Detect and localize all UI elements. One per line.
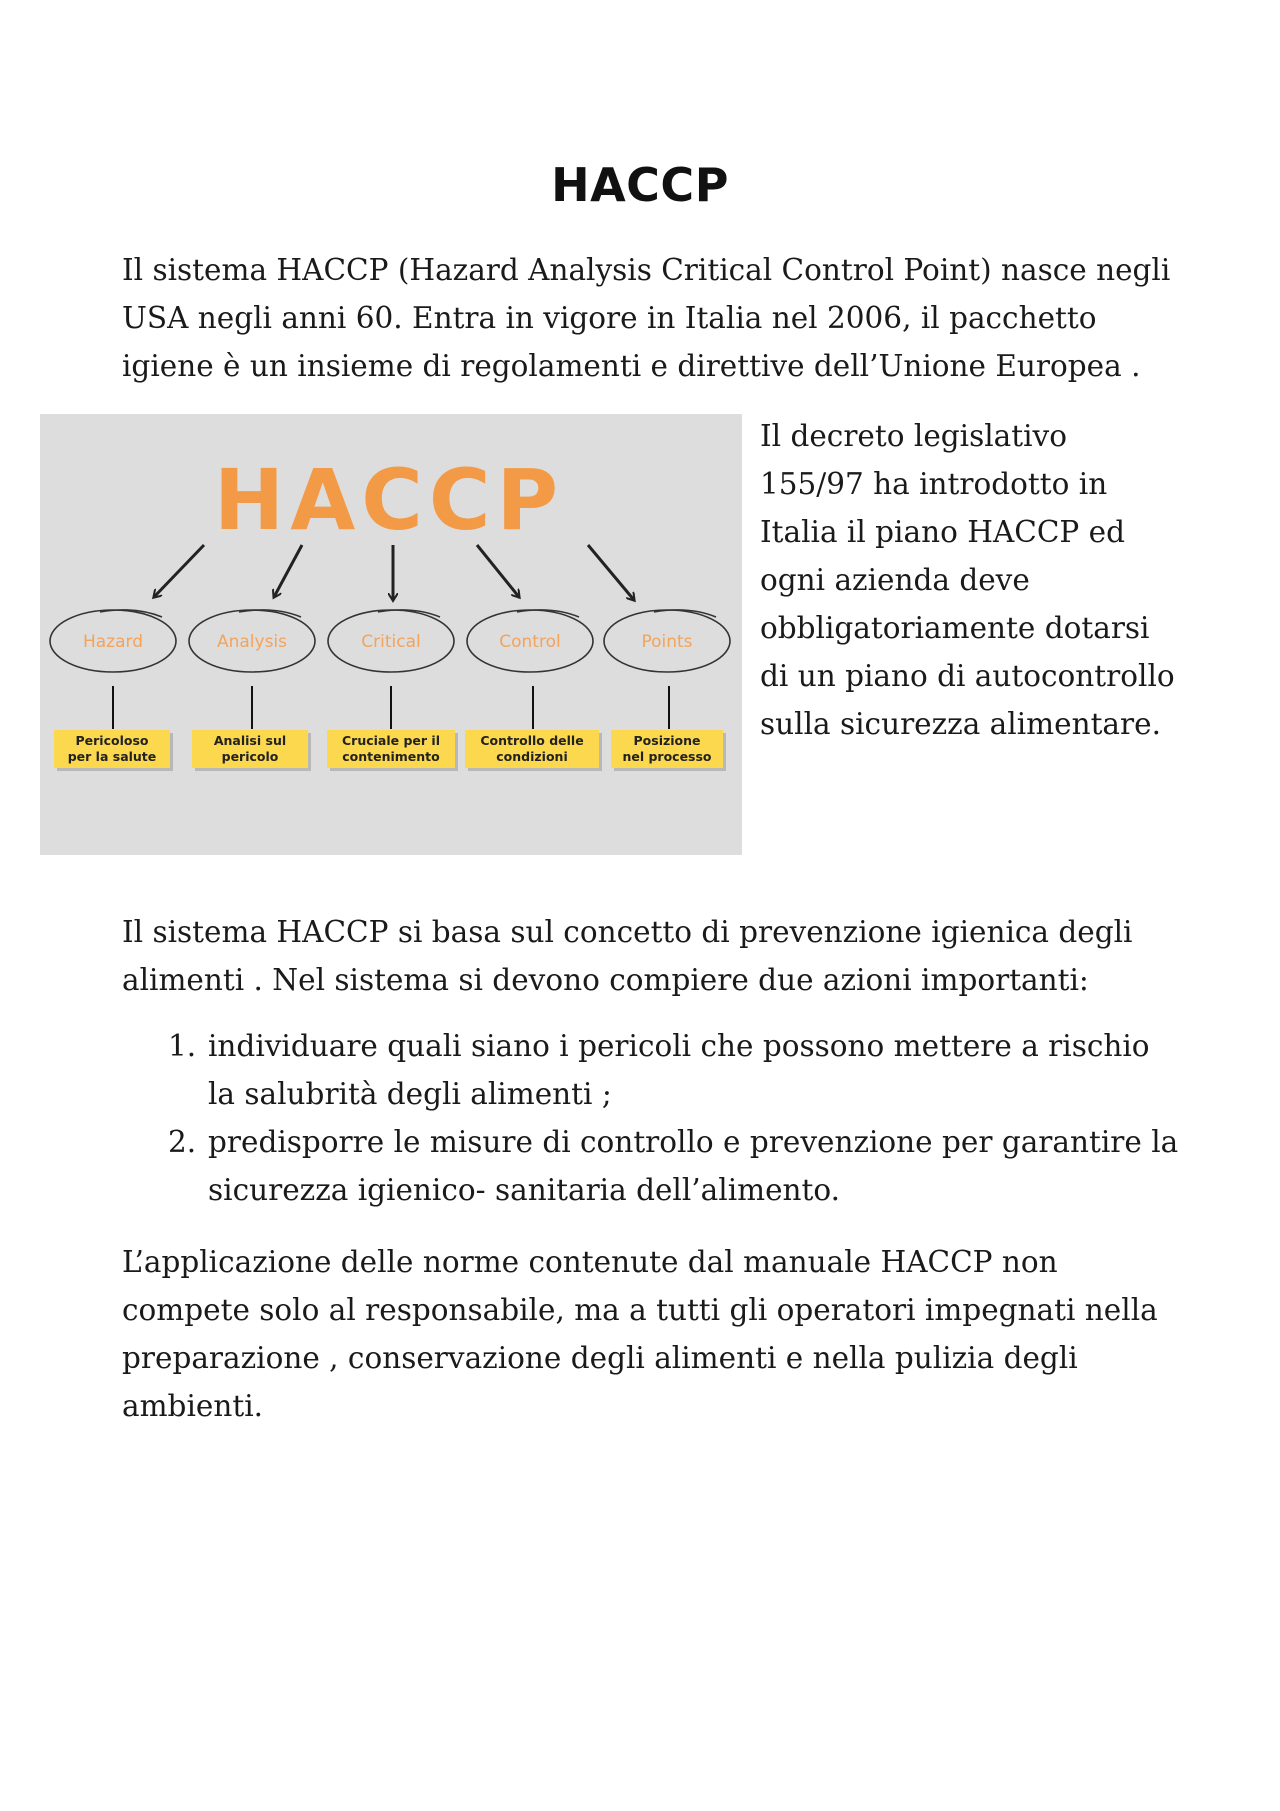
diagram-arrows	[154, 545, 634, 600]
arrow-icon	[274, 545, 302, 597]
page-title: HACCP	[551, 158, 729, 212]
term-note-line1: Cruciale per il	[342, 733, 440, 748]
term-word: Analysis	[216, 632, 288, 652]
term-word: Hazard	[82, 632, 144, 652]
term-word: Points	[641, 632, 693, 652]
term-word: Control	[499, 632, 561, 652]
intro-paragraph: Il sistema HACCP (Hazard Analysis Critical Control Point) nasce negli USA negli anni 60. Entra in vigore in Italia nel 2006, il pacchetto igiene è un insieme di regolamenti e direttive dell’Unione Europea .	[122, 253, 1171, 383]
arrow-icon	[588, 545, 634, 600]
arrow-icon	[477, 545, 519, 597]
diagram-term-2	[189, 610, 315, 771]
list-text: individuare quali siano i pericoli che possono mettere a rischio la salubrità degli alimenti ;	[208, 1029, 1150, 1111]
term-note-line1: Posizione	[633, 733, 701, 748]
term-note-line2: pericolo	[221, 749, 279, 764]
closing-paragraph: L’applicazione delle norme contenute dal manuale HACCP non compete solo al responsabile, ma a tutti gli operatori impegnati nella preparazione , conservazione degli alimenti e nella pulizia degli ambienti.	[122, 1245, 1158, 1423]
diagram-term-1	[50, 610, 176, 771]
diagram-term-4	[465, 610, 602, 771]
term-note-line1: Controllo delle	[480, 733, 584, 748]
side-paragraph: Il decreto legislativo 155/97 ha introdotto in Italia il piano HACCP ed ogni azienda deve obbligatoriamente dotarsi di un piano di autocontrollo sulla sicurezza alimentare.	[760, 419, 1175, 741]
term-note-line2: per la salute	[67, 749, 157, 764]
list-item	[122, 1118, 1182, 1214]
list-text: predisporre le misure di controllo e prevenzione per garantire la sicurezza igienico- sanitaria dell’alimento.	[208, 1125, 1179, 1207]
diagram-heading: HACCP	[213, 451, 565, 549]
term-note-line2: contenimento	[342, 749, 440, 764]
haccp-diagram	[40, 414, 742, 855]
term-note-line1: Analisi sul	[213, 733, 287, 748]
list-item	[122, 1022, 1182, 1118]
diagram-term-3	[327, 610, 458, 771]
basis-paragraph: Il sistema HACCP si basa sul concetto di prevenzione igienica degli alimenti . Nel sistema si devono compiere due azioni importanti:	[122, 915, 1133, 997]
actions-list	[122, 1022, 1182, 1214]
term-note-line2: nel processo	[622, 749, 712, 764]
term-word: Critical	[361, 632, 421, 652]
term-note-line2: condizioni	[496, 749, 568, 764]
list-number: 2.	[168, 1125, 197, 1159]
list-number: 1.	[168, 1029, 197, 1063]
term-note-line1: Pericoloso	[75, 733, 149, 748]
arrow-icon	[154, 545, 204, 597]
diagram-term-5	[604, 610, 730, 771]
